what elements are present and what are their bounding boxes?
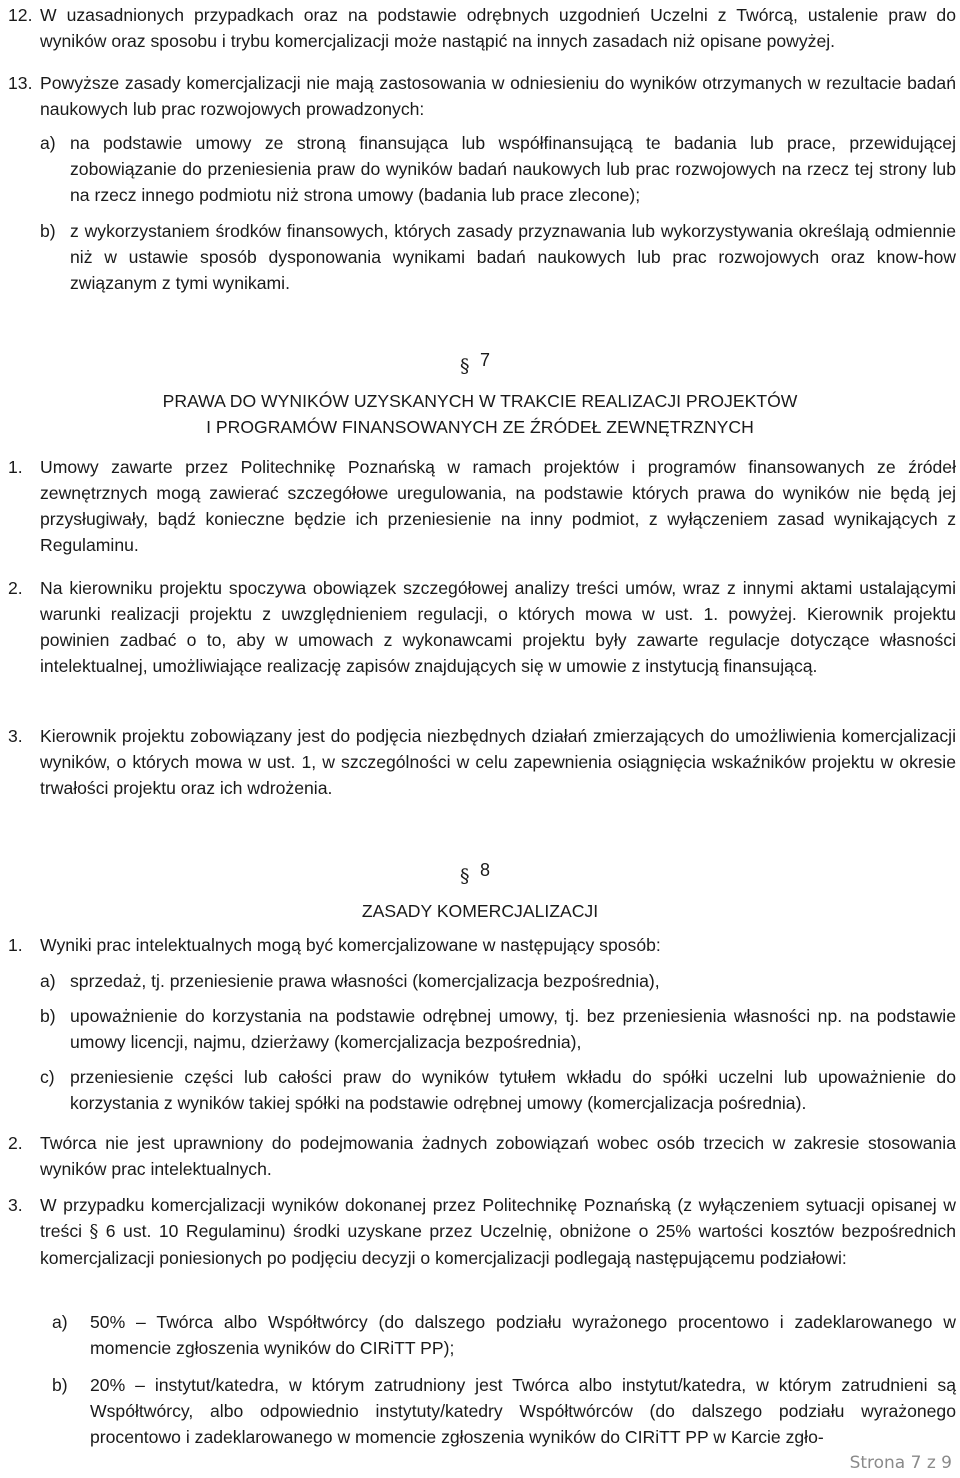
point-label: a)	[40, 133, 56, 153]
point-label: c)	[40, 1067, 55, 1087]
paragraph-13	[8, 70, 956, 122]
section-number: 7	[480, 350, 491, 370]
point-label: a)	[52, 1312, 68, 1332]
paragraph-text: Na kierowniku projektu spoczywa obowiązek szczegółowej analizy treści umów, wraz z innymi aktami ustalającymi warunki realizacji projektu z uwzględnieniem regulacji, o których mowa w ust. 1. powyżej. Kierownik projektu powinien zadbać o to, aby w umowach z wykonawcami projektu były zawarte regulacje dotyczące własności intelektualnej, umożliwiające realizację zapisów znajdujących się w umowie z instytucją finansującą.	[40, 578, 956, 676]
paragraph-text	[40, 1192, 956, 1271]
paragraph-number: 1.	[8, 935, 23, 955]
section-7-title-line-1: PRAWA DO WYNIKÓW UZYSKANYCH W TRAKCIE REALIZACJI PROJEKTÓW	[162, 391, 798, 411]
paragraph-number: 1.	[8, 457, 23, 477]
section-8-title: ZASADY KOMERCJALIZACJI	[361, 901, 599, 921]
paragraph-text-part-1: W przypadku komercjalizacji wyników dokonanej przez Politechnikę Poznańską (z wyłączeniem sytuacji opisanej w treści	[40, 1195, 956, 1241]
paragraph-text: W uzasadnionych przypadkach oraz na podstawie odrębnych uzgodnień Uczelni z Twórcą, ustalenie praw do wyników oraz sposobu i trybu komercjalizacji może nastąpić na innych zasadach niż opisane powyżej.	[40, 5, 956, 51]
paragraph-text: Kierownik projektu zobowiązany jest do podjęcia niezbędnych działań zmierzających do umożliwienia komercjalizacji wyników, o których mowa w ust. 1, w szczególności w celu zapewnienia osiągnięcia wskaźników projektu w okresie trwałości projektu oraz ich wdrożenia.	[40, 726, 956, 798]
section-sign: §	[89, 1222, 99, 1242]
point-text: 50% – Twórca albo Współtwórcy (do dalszego podziału wyrażonego procentowo i zadeklarowanego w momencie zgłoszenia wyników do CIRiTT PP);	[90, 1312, 956, 1358]
paragraph-text: Twórca nie jest uprawniony do podejmowania żadnych zobowiązań wobec osób trzecich w zakresie stosowania wyników prac intelektualnych.	[40, 1133, 956, 1179]
point-text: sprzedaż, tj. przeniesienie prawa własności (komercjalizacja bezpośrednia),	[70, 971, 660, 991]
section-sign: §	[460, 355, 470, 377]
point-label: a)	[40, 971, 56, 991]
paragraph-number: 3.	[8, 726, 23, 746]
section-8-paragraph-2	[8, 1130, 956, 1182]
paragraph-text: Wyniki prac intelektualnych mogą być komercjalizowane w następujący sposób:	[40, 935, 661, 955]
paragraph-13-point-a	[40, 130, 956, 208]
section-7-paragraph-2	[8, 575, 956, 679]
point-text: przeniesienie części lub całości praw do wyników tytułem wkładu do spółki uczelni lub upoważnienie do korzystania z wyników takiej spółki na podstawie odrębnej umowy (komercjalizacja pośrednia).	[70, 1067, 956, 1113]
section-7-title-line-2: I PROGRAMÓW FINANSOWANYCH ZE ŹRÓDEŁ ZEWNĘTRZNYCH	[206, 417, 754, 437]
paragraph-text: Powyższe zasady komercjalizacji nie mają zastosowania w odniesieniu do wyników otrzymanych w rezultacie badań naukowych lub prac rozwojowych prowadzonych:	[40, 73, 956, 119]
paragraph-text: Umowy zawarte przez Politechnikę Poznańską w ramach projektów i programów finansowanych ze źródeł zewnętrznych mogą zawierać szczegółowe uregulowania, na podstawie których prawa do wyników nie będą jej przysługiwały, bądź konieczne będzie ich przeniesienie na inny podmiot, z wyłączeniem zasad wynikających z Regulaminu.	[40, 457, 956, 555]
paragraph-12	[8, 2, 956, 54]
page-number-footer: Strona 7 z 9	[849, 1453, 952, 1473]
section-7-paragraph-3	[8, 723, 956, 801]
paragraph-text-part-2: 6 ust. 10 Regulaminu) środki uzyskane przez Uczelnię, obniżone o 25% wartości kosztów bezpośrednich komercjalizacji poniesionych po podjęciu decyzji o komercjalizacji podlegają następującemu podziałowi:	[40, 1221, 956, 1268]
section-8-point-1c	[40, 1064, 956, 1116]
section-8-point-1b	[40, 1003, 956, 1055]
paragraph-number: 2.	[8, 1133, 23, 1153]
point-text: 20% – instytut/katedra, w którym zatrudniony jest Twórca albo instytut/katedra, w którym zatrudnieni są Współtwórcy, albo odpowiednio instytuty/katedry Współtwórców (do dalszego podziału wyrażonego procentowo i zadeklarowanego w momencie zgłoszenia wyników do CIRiTT PP w Karcie zgło-	[90, 1375, 956, 1447]
section-8-paragraph-3	[8, 1192, 956, 1271]
section-8-point-3b	[52, 1372, 956, 1450]
paragraph-13-point-b	[40, 218, 956, 296]
point-text: upoważnienie do korzystania na podstawie odrębnej umowy, tj. bez przeniesienia własności np. na podstawie umowy licencji, najmu, dzierżawy (komercjalizacja bezpośrednia),	[70, 1006, 956, 1052]
paragraph-number: 13.	[8, 73, 33, 93]
section-8-point-3a	[52, 1309, 956, 1361]
point-label: b)	[40, 1006, 56, 1026]
section-8-paragraph-1	[8, 932, 956, 958]
section-8-point-1a	[40, 968, 956, 994]
paragraph-number: 3.	[8, 1195, 23, 1215]
section-7-paragraph-1	[8, 454, 956, 558]
point-text: na podstawie umowy ze stroną finansująca lub współfinansującą te badania lub prace, przewidującej zobowiązanie do przeniesienia praw do wyników badań naukowych lub prac rozwojowych na rzecz tej strony lub na rzecz innego podmiotu niż strona umowy (badania lub prace zlecone);	[70, 133, 956, 205]
point-label: b)	[52, 1375, 68, 1395]
point-label: b)	[40, 221, 56, 241]
paragraph-number: 2.	[8, 578, 23, 598]
section-number: 8	[480, 860, 491, 880]
paragraph-number: 12.	[8, 5, 33, 25]
section-sign: §	[460, 865, 470, 887]
point-text: z wykorzystaniem środków finansowych, których zasady przyznawania lub wykorzystywania określają odmiennie niż w ustawie sposób dysponowania wynikami badań naukowych lub prac rozwojowych oraz know-how związanym z tymi wynikami.	[70, 221, 956, 293]
